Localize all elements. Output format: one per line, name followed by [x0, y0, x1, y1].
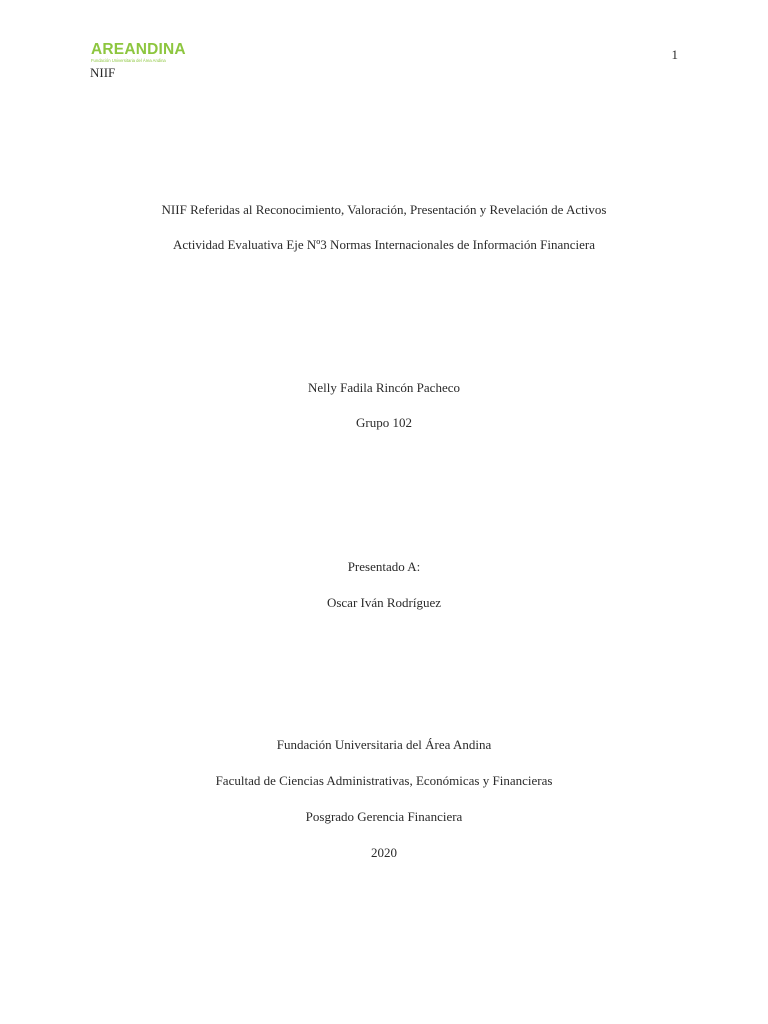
faculty-name: Facultad de Ciencias Administrativas, Económicas y Financieras: [215, 773, 553, 788]
institution-name: Fundación Universitaria del Área Andina: [276, 737, 492, 752]
program-name: Posgrado Gerencia Financiera: [305, 809, 463, 824]
presented-to-label: Presentado A:: [347, 559, 421, 574]
logo-tagline: Fundación Universitaria del Área Andina: [91, 58, 166, 63]
page-number: 1: [671, 47, 678, 62]
year: 2020: [371, 845, 397, 860]
author-group: Grupo 102: [356, 415, 412, 430]
logo-wordmark: AREANDINA: [91, 41, 186, 58]
areandina-logo: [91, 41, 186, 66]
title-line-2: Actividad Evaluativa Eje Nº3 Normas Internacionales de Información Financiera: [172, 237, 596, 252]
presented-to-name: Oscar Iván Rodríguez: [326, 595, 442, 610]
running-head: NIIF: [90, 65, 116, 80]
author-name: Nelly Fadila Rincón Pacheco: [308, 380, 460, 395]
title-line-1: NIIF Referidas al Reconocimiento, Valoración, Presentación y Revelación de Activos: [161, 202, 607, 217]
